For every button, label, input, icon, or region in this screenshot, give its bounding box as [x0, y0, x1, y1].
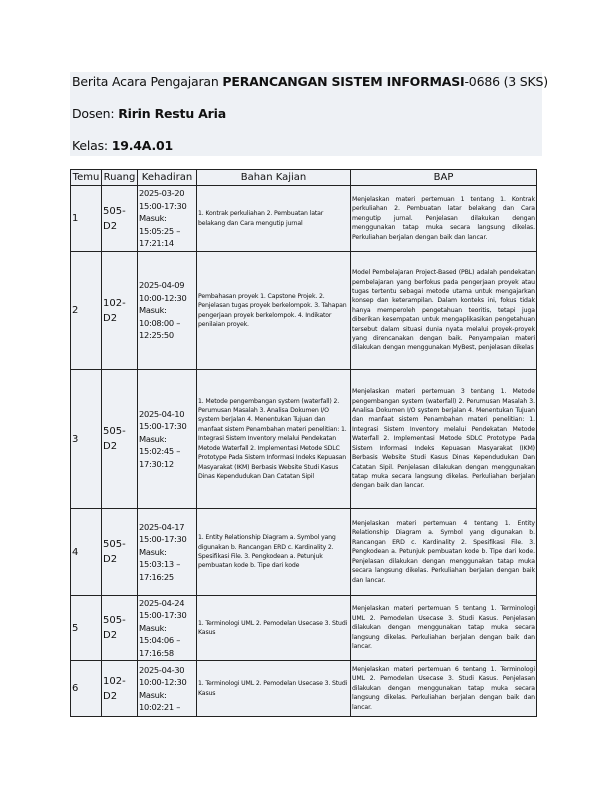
cell-bap: [351, 661, 537, 717]
kehadiran-line: 15:00-17:30: [139, 421, 187, 432]
cell-bahan-kajian: 1. Metode pengembangan system (waterfall) 2. Perumusan Masalah 3. Analisa Dokumen I/O system berjalan 4. Menentukan Tujuan dan manfaat sistem Penambahan materi penelitian: 1. Integrasi Sistem Inventory melalui Pendekatan Metode Waterfall 2. Implementasi Metode SDLC Prototype Pada Sistem Informasi Indeks Kepuasan Masyarakat (IKM) Berbasis Website Studi Kasus Dinas Kependudukan Dan Catatan Sipil: [197, 370, 351, 509]
col-header-bahan-kajian: Bahan Kajian: [197, 170, 351, 186]
kehadiran-line: 15:04:06 –: [139, 635, 181, 646]
kehadiran-line: 10:00-12:30: [139, 677, 187, 688]
table-row: [71, 661, 537, 717]
cell-temu: 5: [71, 596, 102, 661]
cell-bap: [351, 252, 537, 370]
cell-temu: 3: [71, 370, 102, 509]
table-row: [71, 596, 537, 661]
kehadiran-lines: [139, 187, 195, 249]
kehadiran-lines: [139, 279, 195, 341]
kehadiran-line: 17:21:14: [139, 238, 174, 249]
kehadiran-line: 15:00-17:30: [139, 534, 187, 545]
cell-temu: 4: [71, 509, 102, 596]
cell-kehadiran: [138, 370, 197, 509]
table-row: [71, 509, 537, 596]
bap-text: Menjelaskan materi pertemuan 1 tentang 1. Kontrak perkuliahan 2. Pembuatan latar belakang dan Cara mengutip jurnal. Penjelasan dilakukan dengan menggunakan tatap muka secara langsung dikelas. Perkuliahan berjalan dengan baik dan lancar.: [352, 195, 535, 241]
cell-kehadiran: [138, 252, 197, 370]
kehadiran-line: 2025-04-30: [139, 664, 185, 675]
kehadiran-line: 15:05:25 –: [139, 225, 181, 236]
cell-kehadiran: [138, 661, 197, 717]
document-header: [70, 72, 548, 156]
col-header-temu: Temu: [71, 170, 102, 186]
kehadiran-lines: [139, 597, 195, 659]
col-header-ruang: Ruang: [102, 170, 138, 186]
kehadiran-lines: [139, 408, 195, 470]
kehadiran-line: 2025-04-09: [139, 280, 185, 291]
table-header-row: [71, 170, 537, 186]
kehadiran-line: 10:02:21 –: [139, 701, 181, 712]
bap-text: Model Pembelajaran Project-Based (PBL) adalah pendekatan pembelajaran yang berfokus pada pengerjaan proyek atau tugas tertentu sebagai metode utama untuk mengajarkan konsep dan keterampilan. Dalam konteks ini, fokus tidak hanya memperoleh pengetahuan teoritis, tetapi juga diberikan kesempatan untuk mengaplikasikan pengetahuan tersebut dalam situasi dunia nyata melalui proyek-proyek yang direncanakan dengan baik. Penyampaian materi dilakukan dengan menggunakan MyBest, penjelasan dikelas: [352, 269, 535, 352]
cell-ruang: 102-D2: [102, 661, 138, 717]
cell-bap: [351, 186, 537, 252]
kehadiran-line: 2025-04-10: [139, 408, 185, 419]
kehadiran-line: Masuk:: [139, 213, 167, 224]
cell-bahan-kajian: 1. Entity Relationship Diagram a. Symbol yang digunakan b. Rancangan ERD c. Kardinality 2. Spesifikasi File. 3. Pengkodean a. Petunjuk pembuatan kode b. Tipe dari kode: [197, 509, 351, 596]
class-name: 19.4A.01: [111, 138, 173, 153]
cell-kehadiran: [138, 509, 197, 596]
table-row: [71, 370, 537, 509]
course-prefix: Berita Acara Pengajaran: [72, 74, 223, 89]
class-label: Kelas:: [72, 138, 112, 153]
kehadiran-line: 10:08:00 –: [139, 317, 181, 328]
cell-ruang: 505-D2: [102, 509, 138, 596]
kehadiran-line: 15:00-17:30: [139, 200, 187, 211]
table-row: [71, 252, 537, 370]
cell-kehadiran: [138, 186, 197, 252]
bap-text: Menjelaskan materi pertemuan 4 tentang 1. Entity Relationship Diagram a. Symbol yang digunakan b. Rancangan ERD c. Kardinality 2. Spesifikasi File. 3. Pengkodean a. Petunjuk pembuatan kode b. Tipe dari kode. Penjelasan dilakukan dengan menggunakan tatap muka secara langsung dikelas. Perkuliahan berjalan dengan baik dan lancar.: [352, 520, 535, 584]
lecturer-name: Ririn Restu Aria: [118, 106, 226, 121]
lecturer-line: [72, 106, 226, 121]
kehadiran-line: 17:16:58: [139, 647, 174, 658]
cell-ruang: 102-D2: [102, 252, 138, 370]
class-line: [72, 138, 173, 153]
kehadiran-line: Masuk:: [139, 622, 167, 633]
bap-text: Menjelaskan materi pertemuan 6 tentang 1. Terminologi UML 2. Pemodelan Usecase 3. Studi Kasus. Penjelasan dilakukan dengan menggunakan tatap muka secara langsung dikelas. Perkuliahan berjalan dengan baik dan lancar.: [352, 665, 535, 711]
lecturer-label: Dosen:: [72, 106, 119, 121]
course-title: [72, 74, 548, 89]
cell-ruang: 505-D2: [102, 186, 138, 252]
table-row: [71, 186, 537, 252]
kehadiran-line: 17:16:25: [139, 571, 174, 582]
course-suffix: -0686 (3 SKS): [464, 74, 548, 89]
kehadiran-lines: [139, 664, 195, 714]
cell-ruang: 505-D2: [102, 596, 138, 661]
kehadiran-line: Masuk:: [139, 689, 167, 700]
kehadiran-lines: [139, 521, 195, 583]
course-name: PERANCANGAN SISTEM INFORMASI: [222, 74, 465, 89]
kehadiran-line: 15:03:13 –: [139, 559, 181, 570]
cell-bahan-kajian: 1. Terminologi UML 2. Pemodelan Usecase 3. Studi Kasus: [197, 596, 351, 661]
cell-temu: 1: [71, 186, 102, 252]
kehadiran-line: 2025-03-20: [139, 188, 185, 199]
cell-ruang: 505-D2: [102, 370, 138, 509]
kehadiran-line: 15:02:45 –: [139, 446, 181, 457]
cell-bahan-kajian: 1. Kontrak perkuliahan 2. Pembuatan latar belakang dan Cara mengutip jurnal: [197, 186, 351, 252]
kehadiran-line: Masuk:: [139, 546, 167, 557]
cell-temu: 2: [71, 252, 102, 370]
cell-bap: [351, 370, 537, 509]
kehadiran-line: 2025-04-17: [139, 521, 185, 532]
cell-temu: 6: [71, 661, 102, 717]
kehadiran-line: 2025-04-24: [139, 597, 185, 608]
col-header-kehadiran: Kehadiran: [138, 170, 197, 186]
cell-bap: [351, 596, 537, 661]
kehadiran-line: 12:25:50: [139, 330, 174, 341]
kehadiran-line: 15:00-17:30: [139, 610, 187, 621]
attendance-table: [70, 169, 537, 717]
col-header-bap: BAP: [351, 170, 537, 186]
bap-text: Menjelaskan materi pertemuan 3 tentang 1. Metode pengembangan system (waterfall) 2. Perumusan Masalah 3. Analisa Dokumen I/O system berjalan 4. Menentukan Tujuan dan manfaat sistem Penambahan materi penelitian: 1. Integrasi Sistem Inventory melalui Pendekatan Metode Waterfall 2. Implementasi Metode SDLC Prototype Pada Sistem Informasi Indeks Kepuasan Masyarakat (IKM) Berbasis Website Studi Kasus Dinas Kependudukan Dan Catatan Sipil. Penjelasan dilakukan dengan menggunakan tatap muka secara langsung dikelas. Perkuliahan berjalan dengan baik dan lancar.: [352, 388, 535, 490]
cell-bahan-kajian: 1. Terminologi UML 2. Pemodelan Usecase 3. Studi Kasus: [197, 661, 351, 717]
bap-text: Menjelaskan materi pertemuan 5 tentang 1. Terminologi UML 2. Pemodelan Usecase 3. Studi Kasus. Penjelasan dilakukan dengan menggunakan tatap muka secara langsung dikelas. Perkuliahan berjalan dengan baik dan lancar.: [352, 605, 535, 651]
cell-kehadiran: [138, 596, 197, 661]
cell-bap: [351, 509, 537, 596]
kehadiran-line: 10:00-12:30: [139, 292, 187, 303]
kehadiran-line: Masuk:: [139, 305, 167, 316]
kehadiran-line: 17:30:12: [139, 458, 174, 469]
cell-bahan-kajian: Pembahasan proyek 1. Capstone Projek. 2. Penjelasan tugas proyek berkelompok. 3. Tahapan pengerjaan proyek berkelompok. 4. Indikator penilaian proyek.: [197, 252, 351, 370]
kehadiran-line: Masuk:: [139, 433, 167, 444]
